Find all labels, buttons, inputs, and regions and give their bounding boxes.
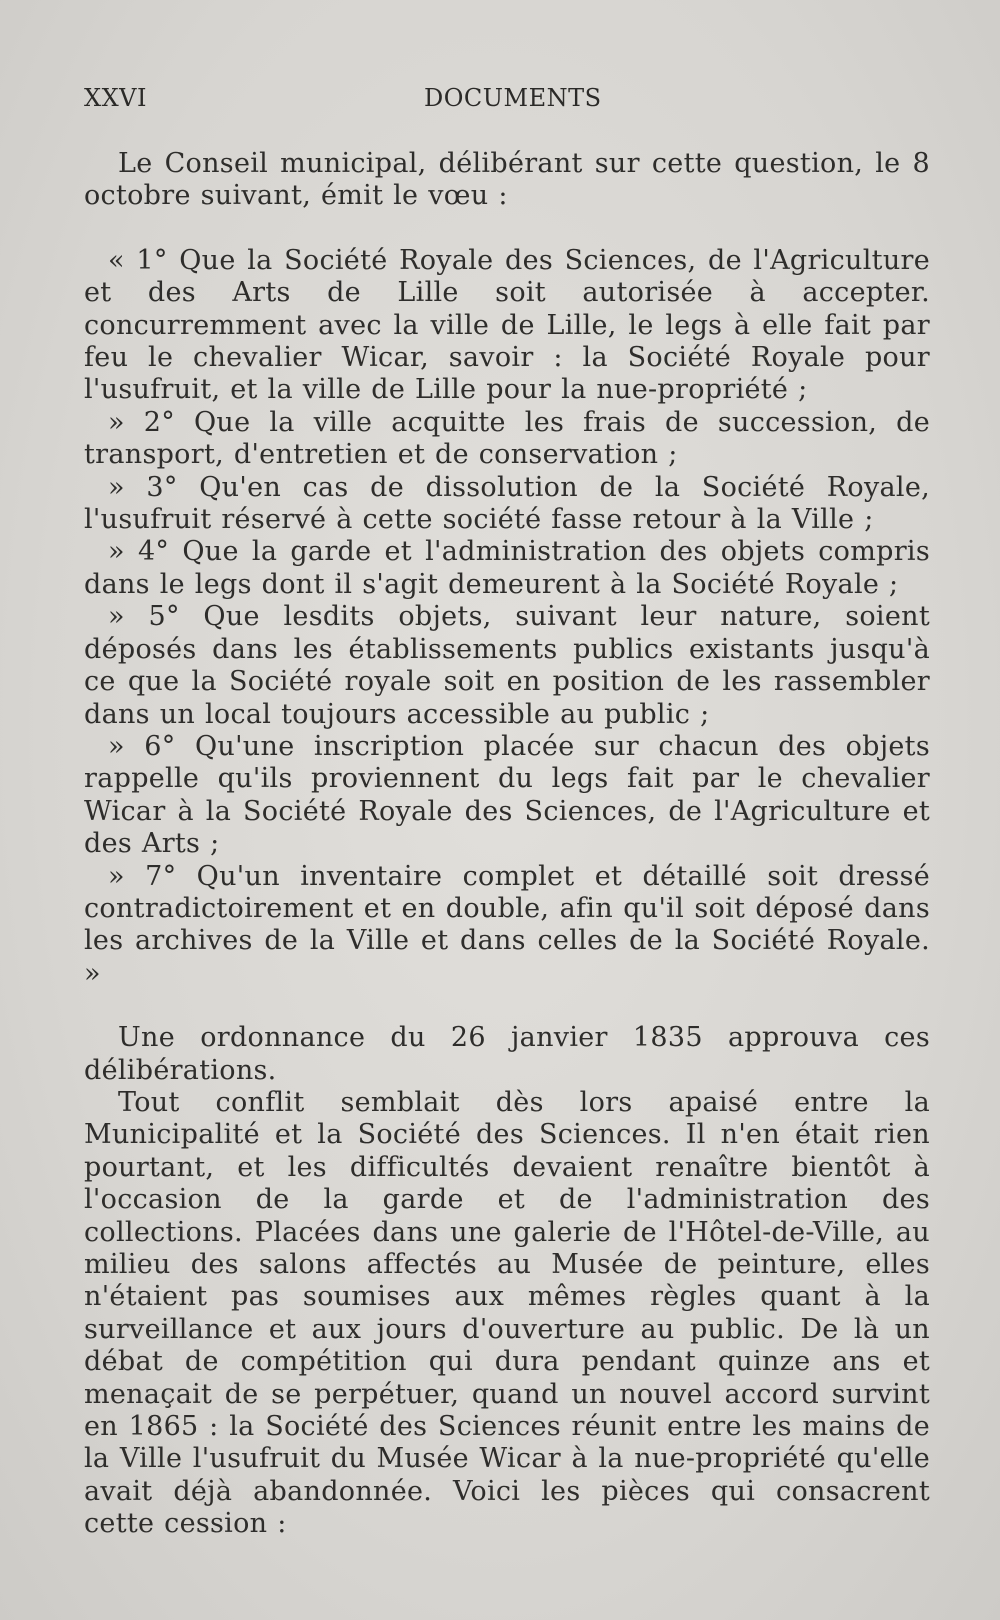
conflict-paragraph: Tout conflit semblait dès lors apaisé entre la Municipalité et la Société des Sciences. Il n'en était rien pourtant, et les difficultés devaient renaître bientôt à l'occasion de la garde et de l'administration des collections. Placées dans une galerie de l'Hôtel-de-Ville, au milieu des salons affectés au Musée de peinture, elles n'étaient pas soumises aux mêmes règles quant à la surveillance et aux jours d'ouverture au public. De là un débat de compétition qui dura pendant quinze ans et menaçait de se perpétuer, quand un nouvel accord survint en 1865 : la Société des Sciences réunit entre les mains de la Ville l'usufruit du Musée Wicar à la nue-propriété qu'elle avait déjà abandonnée. Voici les pièces qui consacrent cette cession :: [84, 1086, 930, 1540]
resolution-item-7: » 7° Qu'un inventaire complet et détaillé soit dressé contradictoirement et en double, afin qu'il soit déposé dans les archives de la Ville et dans celles de la Société Royale. »: [84, 860, 930, 989]
resolution-item-6: » 6° Qu'une inscription placée sur chacun des objets rappelle qu'ils proviennent du legs fait par le chevalier Wicar à la Société Royale des Sciences, de l'Agriculture et des Arts ;: [84, 730, 930, 860]
resolution-item-4: » 4° Que la garde et l'administration des objets compris dans le legs dont il s'agit demeurent à la Société Royale ;: [84, 536, 930, 600]
section-title: DOCUMENTS: [424, 84, 602, 112]
ordonnance-paragraph: Une ordonnance du 26 janvier 1835 approuva ces délibérations.: [84, 1022, 930, 1086]
intro-paragraph: Le Conseil municipal, délibérant sur cette question, le 8 octobre suivant, émit le vœu :: [84, 148, 930, 212]
resolution-item-2: » 2° Que la ville acquitte les frais de succession, de transport, d'entretien et de conservation ;: [84, 406, 930, 471]
resolution-item-5: » 5° Que lesdits objets, suivant leur nature, soient déposés dans les établissements publics existants jusqu'à ce que la Société royale soit en position de les rassembler dans un local toujours accessible au public ;: [84, 601, 930, 730]
page-number: XXVI: [84, 84, 147, 112]
book-page: [84, 74, 930, 1541]
running-header: [84, 74, 930, 120]
resolution-item-3: » 3° Qu'en cas de dissolution de la Société Royale, l'usufruit réservé à cette société fasse retour à la Ville ;: [84, 471, 930, 536]
council-resolution-list: [84, 245, 930, 990]
page-body: [84, 148, 930, 1541]
resolution-item-1: « 1° Que la Société Royale des Sciences, de l'Agriculture et des Arts de Lille soit autorisée à accepter. concurremment avec la ville de Lille, le legs à elle fait par feu le chevalier Wicar, savoir : la Société Royale pour l'usufruit, et la ville de Lille pour la nue-propriété ;: [84, 244, 930, 406]
